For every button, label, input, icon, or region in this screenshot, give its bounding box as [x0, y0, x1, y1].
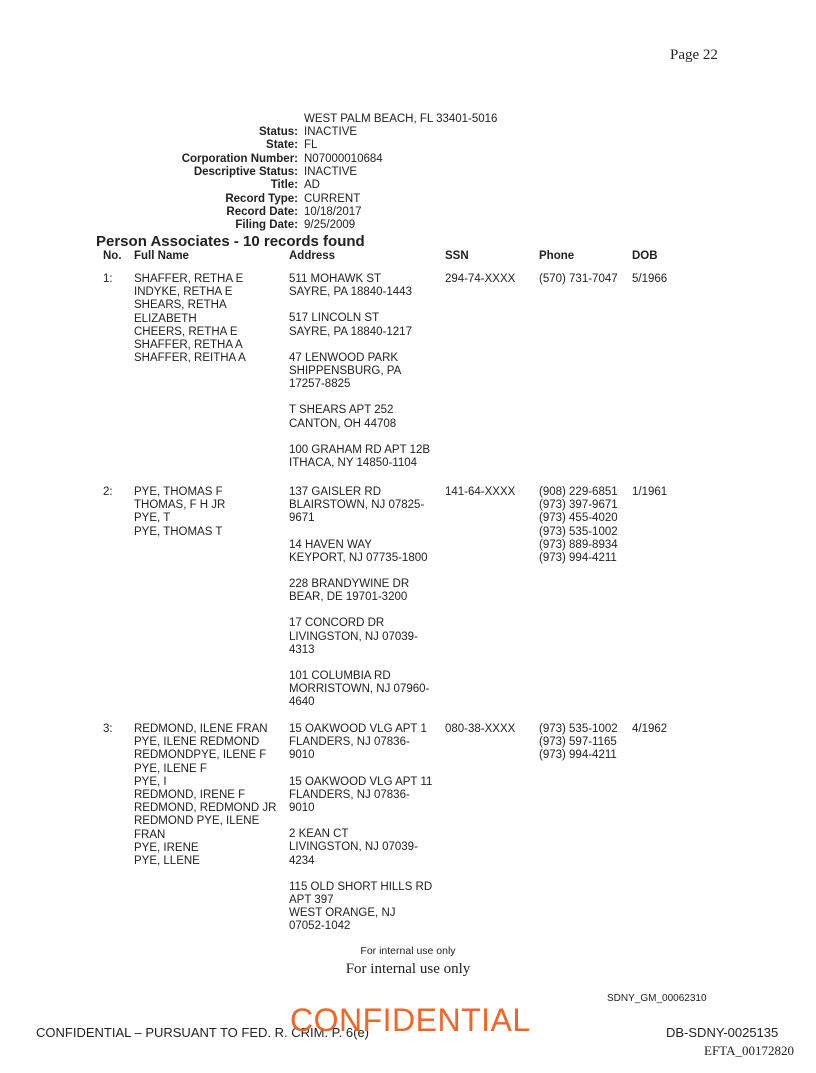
address-block	[289, 273, 430, 299]
page-number: Page 22	[670, 47, 718, 63]
record-dob: 5/1966	[632, 273, 668, 285]
address-block	[289, 539, 429, 565]
record-ssn: 080-38-XXXX	[445, 723, 516, 735]
phone-number: (973) 397-9671	[539, 499, 618, 512]
address-line: MORRISTOWN, NJ 07960-	[289, 683, 430, 696]
col-header-address: Address	[289, 250, 336, 262]
col-header-full-name: Full Name	[134, 250, 189, 262]
record-name: REDMOND PYE, ILENE	[134, 815, 260, 828]
address-line: 07052-1042	[289, 920, 351, 933]
footer-internal-use-large: For internal use only	[345, 961, 471, 977]
entity-field-row	[96, 153, 516, 166]
address-line: FLANDERS, NJ 07836-	[289, 788, 410, 801]
entity-address-line	[96, 113, 516, 126]
record-names	[134, 723, 276, 868]
bates-sdny-gm: SDNY_GM_00062310	[607, 993, 707, 1004]
confidential-stamp: CONFIDENTIAL	[290, 1002, 531, 1038]
record-name: REDMOND, ILENE FRAN	[134, 723, 268, 735]
address-line: 4640	[289, 696, 315, 709]
address-line: 228 BRANDYWINE DR	[289, 578, 410, 591]
address-line: 137 GAISLER RD	[289, 486, 382, 498]
entity-field-label: Record Type:	[225, 192, 298, 205]
address-block	[289, 444, 430, 470]
entity-field-label: Record Date:	[226, 205, 298, 218]
record-name: PYE, LLENE	[134, 855, 200, 868]
address-line: SAYRE, PA 18840-1443	[289, 286, 412, 299]
phone-number: (973) 994-4211	[539, 552, 617, 565]
record-ssn: 141-64-XXXX	[445, 486, 516, 498]
record-dob: 1/1961	[632, 486, 668, 498]
footer-internal-use-small: For internal use only	[360, 945, 456, 957]
address-block	[289, 776, 432, 816]
address-line: 17 CONCORD DR	[289, 617, 385, 630]
record-ssn: 294-74-XXXX	[445, 273, 516, 285]
address-block	[289, 723, 432, 763]
address-line: 15 OAKWOOD VLG APT 1	[289, 723, 427, 735]
address-line: LIVINGSTON, NJ 07039-	[289, 841, 418, 854]
record-name: PYE, T	[134, 512, 171, 525]
address-line: 100 GRAHAM RD APT 12B	[289, 443, 431, 456]
phone-number: (973) 535-1002	[539, 525, 618, 538]
address-line: 9010	[289, 802, 315, 815]
address-block	[289, 828, 432, 868]
entity-address-tail: WEST PALM BEACH, FL 33401-5016	[304, 113, 498, 125]
record-phones	[539, 486, 618, 565]
address-block	[289, 352, 430, 392]
entity-field-row	[96, 193, 516, 206]
address-line: ITHACA, NY 14850-1104	[289, 457, 418, 470]
record-name: SHAFFER, RETHA E	[134, 273, 244, 285]
record-name: FRAN	[134, 828, 166, 841]
address-line: WEST ORANGE, NJ	[289, 907, 396, 920]
record-name: PYE, ILENE REDMOND	[134, 736, 260, 749]
record-dob: 4/1962	[632, 723, 668, 735]
entity-field-label: Filing Date:	[235, 219, 298, 232]
record-name: INDYKE, RETHA E	[134, 286, 233, 299]
record-name: PYE, IRENE	[134, 841, 199, 854]
col-header-phone: Phone	[539, 250, 575, 262]
address-line: 9671	[289, 512, 315, 525]
phone-number: (973) 455-4020	[539, 512, 618, 525]
col-header-ssn: SSN	[445, 250, 469, 262]
entity-field-label: Title:	[270, 179, 298, 192]
address-line: BLAIRSTOWN, NJ 07825-	[289, 499, 425, 512]
record-name: PYE, THOMAS T	[134, 525, 223, 538]
record-phones	[539, 273, 618, 286]
phone-number: (570) 731-7047	[539, 273, 618, 285]
address-line: 15 OAKWOOD VLG APT 11	[289, 775, 433, 788]
address-line: 101 COLUMBIA RD	[289, 670, 391, 683]
phone-number: (973) 535-1002	[539, 723, 618, 735]
record-name: SHAFFER, RETHA A	[134, 339, 243, 352]
address-block	[289, 670, 429, 710]
col-header-no: No.	[103, 250, 122, 262]
address-line: CANTON, OH 44708	[289, 417, 397, 430]
entity-field-value: AD	[304, 179, 320, 192]
record-name: PYE, ILENE F	[134, 762, 207, 775]
address-block	[289, 578, 429, 604]
address-line: SHIPPENSBURG, PA	[289, 365, 402, 378]
entity-field-value: N07000010684	[304, 152, 383, 165]
address-line: KEYPORT, NJ 07735-1800	[289, 551, 428, 564]
record-addresses	[289, 723, 432, 947]
address-line: LIVINGSTON, NJ 07039-	[289, 630, 418, 643]
record-names	[134, 486, 225, 539]
address-line: 14 HAVEN WAY	[289, 538, 372, 551]
address-block	[289, 617, 429, 657]
address-line: 115 OLD SHORT HILLS RD	[289, 880, 433, 893]
record-number: 1:	[103, 273, 113, 285]
entity-field-row	[96, 126, 516, 139]
entity-field-value: INACTIVE	[304, 165, 358, 178]
phone-number: (973) 994-4211	[539, 749, 617, 762]
address-line: 2 KEAN CT	[289, 828, 349, 841]
entity-field-value: 10/18/2017	[304, 205, 362, 218]
record-name: SHAFFER, REITHA A	[134, 352, 246, 365]
address-line: 511 MOHAWK ST	[289, 273, 382, 285]
entity-field-label: Descriptive Status:	[193, 165, 298, 178]
confidential-notice: CONFIDENTIAL – PURSUANT TO FED. R. CRIM. P. 6(e)	[36, 1025, 370, 1040]
entity-field-row	[96, 219, 516, 232]
address-line: 9010	[289, 749, 315, 762]
address-line: T SHEARS APT 252	[289, 404, 394, 417]
address-line: 4313	[289, 643, 315, 656]
phone-number: (973) 597-1165	[539, 736, 617, 749]
entity-field-row	[96, 139, 516, 152]
entity-field-label: State:	[266, 139, 298, 152]
phone-number: (908) 229-6851	[539, 486, 618, 498]
entity-field-label: Status:	[259, 126, 298, 138]
address-line: 47 LENWOOD PARK	[289, 351, 399, 364]
entity-field-value: CURRENT	[304, 192, 361, 205]
entity-field-row	[96, 206, 516, 219]
record-name: PYE, I	[134, 775, 167, 788]
record-name: REDMOND, REDMOND JR	[134, 802, 277, 815]
bates-db-sdny: DB-SDNY-0025135	[666, 1025, 779, 1040]
record-addresses	[289, 273, 430, 483]
record-name: ELIZABETH	[134, 312, 197, 325]
record-name: CHEERS, RETHA E	[134, 325, 238, 338]
entity-field-value: 9/25/2009	[304, 219, 356, 232]
address-line: APT 397	[289, 894, 334, 907]
address-line: 517 LINCOLN ST	[289, 312, 380, 325]
record-name: THOMAS, F H JR	[134, 499, 226, 512]
record-addresses	[289, 486, 429, 723]
section-heading: Person Associates - 10 records found	[96, 233, 365, 250]
record-number: 2:	[103, 486, 113, 498]
record-phones	[539, 723, 618, 763]
entity-field-label: Corporation Number:	[181, 152, 298, 165]
entity-field-row	[96, 166, 516, 179]
record-name: REDMONDPYE, ILENE F	[134, 749, 267, 762]
address-line: 17257-8825	[289, 378, 351, 391]
record-name: REDMOND, IRENE F	[134, 789, 246, 802]
address-block	[289, 312, 430, 338]
record-number: 3:	[103, 723, 113, 735]
record-names	[134, 273, 246, 365]
entity-field-row	[96, 179, 516, 192]
address-line: FLANDERS, NJ 07836-	[289, 736, 410, 749]
address-block	[289, 486, 429, 526]
phone-number: (973) 889-8934	[539, 538, 618, 551]
entity-field-value: FL	[304, 139, 318, 152]
address-block	[289, 881, 432, 934]
address-line: BEAR, DE 19701-3200	[289, 591, 408, 604]
address-line: 4234	[289, 854, 315, 867]
address-line: SAYRE, PA 18840-1217	[289, 325, 412, 338]
address-block	[289, 404, 430, 430]
record-name: PYE, THOMAS F	[134, 486, 223, 498]
entity-field-value: INACTIVE	[304, 126, 358, 138]
record-name: SHEARS, RETHA	[134, 299, 227, 312]
bates-efta: EFTA_00172820	[704, 1043, 794, 1058]
col-header-dob: DOB	[632, 250, 658, 262]
